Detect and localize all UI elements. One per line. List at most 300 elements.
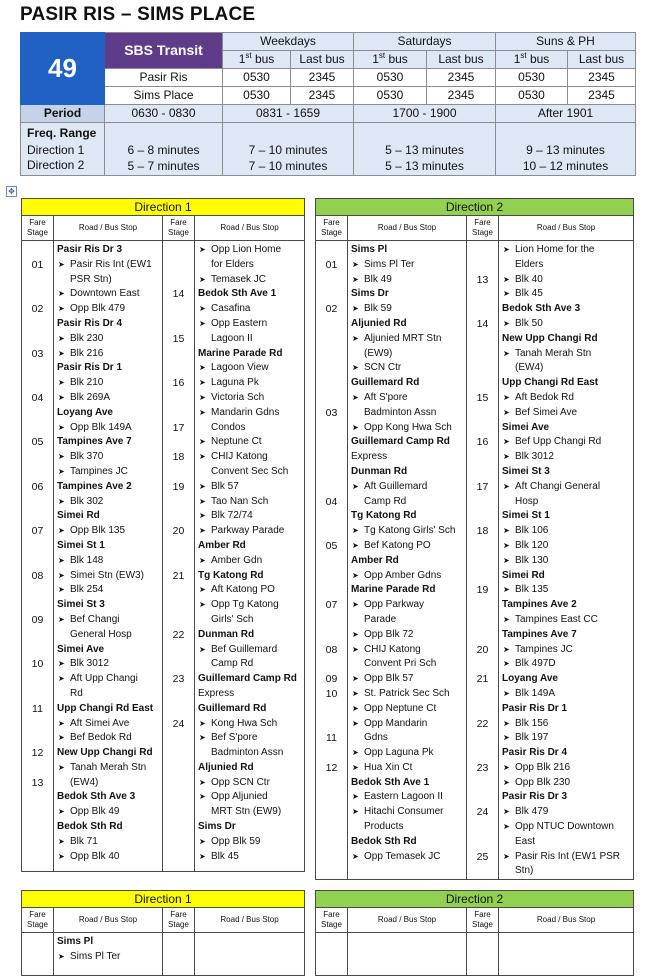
fare-stage-number xyxy=(316,657,347,672)
bus-stop-label: Hitachi Consumer xyxy=(364,806,444,818)
bus-stop xyxy=(54,524,162,539)
fare-stage-number xyxy=(316,450,347,465)
fare-stage-number xyxy=(467,657,498,672)
bus-stop-label: Aft Simei Ave xyxy=(70,717,130,729)
road-name: Simei Ave xyxy=(57,643,105,655)
period-value: 0630 - 0830 xyxy=(105,105,223,123)
bus-stop-label: Blk 230 xyxy=(70,332,104,344)
bus-stop xyxy=(499,657,633,672)
bus-stop xyxy=(195,273,304,288)
fare-stage-number xyxy=(467,243,498,258)
bus-stop xyxy=(54,465,162,480)
fare-stage-number xyxy=(163,258,194,273)
last-bus-header: Last bus xyxy=(291,51,354,69)
arrow-bullet-icon: ➤ xyxy=(58,526,65,536)
fare-stage-number: 22 xyxy=(172,628,185,641)
bus-stop xyxy=(195,731,304,746)
arrow-bullet-icon: ➤ xyxy=(199,836,206,846)
arrow-bullet-icon: ➤ xyxy=(503,407,510,417)
bus-stop-label: Blk 135 xyxy=(515,584,549,596)
arrow-bullet-icon: ➤ xyxy=(199,792,206,802)
road-name: Sims Pl xyxy=(57,936,94,947)
bus-stop-continuation: Rd xyxy=(70,687,83,699)
fare-stage-number xyxy=(467,687,498,702)
fare-stage-number xyxy=(163,657,194,672)
operator-name: SBS Transit xyxy=(105,33,223,69)
bus-stop xyxy=(499,435,633,450)
bus-stop-label: Blk 45 xyxy=(515,288,543,300)
bus-stop-label: Laguna Pk xyxy=(211,377,259,389)
fare-stage-number: 09 xyxy=(31,613,44,626)
bus-stop-continuation: Camp Rd xyxy=(364,495,407,507)
road-stop-header: Road / Bus Stop xyxy=(348,216,467,241)
direction-2-table-bottom xyxy=(315,890,634,976)
arrow-bullet-icon: ➤ xyxy=(58,674,65,684)
fare-stage-number xyxy=(467,287,498,302)
bus-stop-label: Aft Katong PO xyxy=(211,584,275,596)
bus-stop-continuation: Girls' Sch xyxy=(211,613,254,625)
bus-stop-label: Opp Blk 72 xyxy=(364,628,414,640)
fare-stage-number xyxy=(22,687,53,702)
bus-stop-label: Aljunied MRT Stn xyxy=(364,332,442,344)
bus-stop-continuation: Convent Sec Sch xyxy=(211,465,289,477)
fare-stage-number xyxy=(467,421,498,436)
bus-stop-label: Lion Home for the xyxy=(515,244,595,255)
arrow-bullet-icon: ➤ xyxy=(199,718,206,728)
bus-stop xyxy=(195,776,304,791)
fare-stage-header: Fare Stage xyxy=(163,908,195,933)
fare-stage-number xyxy=(467,820,498,835)
fare-stage-number xyxy=(22,361,53,376)
period-value: 1700 - 1900 xyxy=(354,105,496,123)
fare-stage-number: 19 xyxy=(476,584,489,597)
road-note: Express xyxy=(351,451,388,463)
bus-stop xyxy=(54,421,162,436)
bus-stop xyxy=(195,495,304,510)
arrow-bullet-icon: ➤ xyxy=(58,422,65,432)
arrow-bullet-icon: ➤ xyxy=(199,733,206,743)
bus-stop xyxy=(195,717,304,732)
fare-stage-number xyxy=(316,347,347,362)
fare-stage-number: 10 xyxy=(31,658,44,671)
bus-stop-label: St. Patrick Sec Sch xyxy=(364,687,450,699)
fare-stage-header: Fare Stage xyxy=(22,908,54,933)
bus-stop xyxy=(348,805,466,820)
bus-stop xyxy=(348,273,466,288)
road-name: Loyang Ave xyxy=(57,406,113,418)
road-stop-header: Road / Bus Stop xyxy=(348,908,467,933)
road-stop-header: Road / Bus Stop xyxy=(195,216,305,241)
direction-1-table xyxy=(21,198,305,872)
bus-stop xyxy=(348,391,466,406)
bus-stop xyxy=(195,361,304,376)
bus-stop-label: Downtown East xyxy=(70,288,140,300)
bus-stop xyxy=(348,302,466,317)
first-bus-header: 1st bus xyxy=(223,51,291,69)
table-move-handle-icon[interactable]: ✥ xyxy=(6,186,17,197)
road-name: Simei Rd xyxy=(502,569,545,581)
fare-stage-number xyxy=(467,569,498,584)
stop-column xyxy=(195,241,305,872)
fare-stage-number xyxy=(316,628,347,643)
fare-stage-number xyxy=(316,435,347,450)
arrow-bullet-icon: ➤ xyxy=(503,807,510,817)
fare-stage-number xyxy=(467,613,498,628)
road-name: Aljunied Rd xyxy=(198,761,254,773)
bus-stop-label: Aft Changi General xyxy=(515,480,601,492)
road-stop-header: Road / Bus Stop xyxy=(499,216,634,241)
road-name: Sims Dr xyxy=(351,288,389,300)
fare-stage-number xyxy=(467,702,498,717)
bus-stop xyxy=(499,717,633,732)
freq-value: 6 – 8 minutes xyxy=(127,143,200,157)
road-name: Simei Rd xyxy=(57,510,100,522)
bus-stop-continuation: Lagoon II xyxy=(211,332,253,344)
bus-stop-continuation: Hosp xyxy=(515,495,539,507)
bus-stop-label: Opp Blk 216 xyxy=(515,761,571,773)
freq-value-cell xyxy=(496,123,636,176)
bus-stop xyxy=(348,643,466,658)
fare-stage-number: 02 xyxy=(31,303,44,316)
bus-stop xyxy=(195,406,304,421)
bus-stop-label: Amber Gdn xyxy=(211,554,263,566)
fare-stage-number: 15 xyxy=(476,391,489,404)
arrow-bullet-icon: ➤ xyxy=(199,318,206,328)
bus-stop xyxy=(499,583,633,598)
bus-stop xyxy=(499,273,633,288)
bus-stop xyxy=(54,805,162,820)
road-name: Bedok Sth Rd xyxy=(57,821,123,833)
bus-stop xyxy=(54,583,162,598)
bus-stop xyxy=(54,657,162,672)
arrow-bullet-icon: ➤ xyxy=(199,363,206,373)
arrow-bullet-icon: ➤ xyxy=(503,526,510,536)
arrow-bullet-icon: ➤ xyxy=(58,733,65,743)
fare-stage-number: 16 xyxy=(476,436,489,449)
fare-stage-number xyxy=(163,361,194,376)
arrow-bullet-icon: ➤ xyxy=(199,437,206,447)
fare-stage-number xyxy=(467,835,498,850)
bus-stop-continuation: Gdns xyxy=(364,732,388,744)
first-bus-header: 1st bus xyxy=(496,51,568,69)
road-stop-header: Road / Bus Stop xyxy=(499,908,634,933)
fare-stage-number xyxy=(163,702,194,717)
bus-stop-label: Opp Kong Hwa Sch xyxy=(364,421,452,433)
bus-stop-continuation: Stn) xyxy=(515,865,534,877)
fare-stage-number xyxy=(467,628,498,643)
bus-stop-label: Eastern Lagoon II xyxy=(364,791,443,803)
bus-stop xyxy=(499,524,633,539)
fare-stage-number xyxy=(22,421,53,436)
fare-stage-number xyxy=(316,702,347,717)
fare-stage-number: 22 xyxy=(476,717,489,730)
fare-stage-number xyxy=(22,598,53,613)
bus-stop-label: Aft Guillemard xyxy=(364,480,428,492)
fare-stage-number: 12 xyxy=(31,747,44,760)
bus-stop-continuation: PSR Stn) xyxy=(70,273,112,285)
arrow-bullet-icon: ➤ xyxy=(199,585,206,595)
fare-stage-number xyxy=(22,717,53,732)
fare-stage-number xyxy=(163,406,194,421)
bus-stop-label: Blk 72/74 xyxy=(211,510,253,522)
period-value: 0831 - 1659 xyxy=(223,105,354,123)
bus-stop xyxy=(54,287,162,302)
bus-stop xyxy=(499,761,633,776)
fare-stage-number xyxy=(467,302,498,317)
freq-direction-label: Direction 2 xyxy=(27,158,85,172)
fare-stage-number xyxy=(22,495,53,510)
bus-stop-label: Blk 149A xyxy=(515,687,556,699)
fare-stage-number xyxy=(163,554,194,569)
arrow-bullet-icon: ➤ xyxy=(352,526,359,536)
bus-stop-label: CHIJ Katong xyxy=(364,643,421,655)
fare-stage-number xyxy=(163,465,194,480)
bus-stop xyxy=(54,761,162,776)
fare-stage-number: 01 xyxy=(31,258,44,271)
arrow-bullet-icon: ➤ xyxy=(352,718,359,728)
fare-stage-number: 17 xyxy=(172,421,185,434)
period-value: After 1901 xyxy=(496,105,636,123)
fare-column xyxy=(163,241,195,872)
bus-stop-label: Bef Upp Changi Rd xyxy=(515,436,602,448)
bus-stop-label: Blk 197 xyxy=(515,732,549,744)
fare-stage-number: 15 xyxy=(172,332,185,345)
arrow-bullet-icon: ➤ xyxy=(352,629,359,639)
bus-stop xyxy=(54,835,162,850)
arrow-bullet-icon: ➤ xyxy=(503,540,510,550)
fare-stage-number xyxy=(22,465,53,480)
road-name: Bedok Sth Ave 3 xyxy=(57,791,136,803)
fare-column xyxy=(22,241,54,872)
arrow-bullet-icon: ➤ xyxy=(503,555,510,565)
bus-stop xyxy=(195,835,304,850)
fare-stage-number xyxy=(467,790,498,805)
bus-stop-label: Blk 269A xyxy=(70,391,111,403)
road-stop-header: Road / Bus Stop xyxy=(195,908,305,933)
arrow-bullet-icon: ➤ xyxy=(58,259,65,269)
fare-stage-number: 05 xyxy=(31,436,44,449)
stop-column xyxy=(499,241,634,880)
fare-stage-number: 14 xyxy=(172,288,185,301)
road-name: Bedok Sth Ave 1 xyxy=(351,776,430,788)
road-name: Guillemard Rd xyxy=(198,702,267,714)
fare-column xyxy=(316,241,348,880)
bus-stop xyxy=(195,243,304,258)
road-name: Tampines Ave 2 xyxy=(57,480,132,492)
road-name: Upp Changi Rd East xyxy=(57,702,154,714)
fare-stage-number: 08 xyxy=(31,569,44,582)
bus-time: 0530 xyxy=(354,69,427,87)
fare-stage-number: 07 xyxy=(325,599,338,612)
bus-stop xyxy=(499,613,633,628)
fare-stage-header: Fare Stage xyxy=(467,908,499,933)
arrow-bullet-icon: ➤ xyxy=(199,452,206,462)
arrow-bullet-icon: ➤ xyxy=(58,851,65,861)
road-name: New Upp Changi Rd xyxy=(502,332,598,344)
fare-stage-number xyxy=(316,421,347,436)
road-name: Tg Katong Rd xyxy=(351,510,417,522)
arrow-bullet-icon: ➤ xyxy=(199,481,206,491)
bus-stop-label: Aft S'pore xyxy=(364,391,408,403)
fare-stage-number xyxy=(467,406,498,421)
bus-stop-label: Blk 3012 xyxy=(515,451,554,463)
arrow-bullet-icon: ➤ xyxy=(58,718,65,728)
fare-stage-number xyxy=(22,406,53,421)
bus-stop xyxy=(348,717,466,732)
arrow-bullet-icon: ➤ xyxy=(352,304,359,314)
bus-stop xyxy=(54,258,162,273)
arrow-bullet-icon: ➤ xyxy=(352,688,359,698)
bus-stop-label: Aft Upp Changi xyxy=(70,673,138,685)
bus-stop-continuation: Badminton Assn xyxy=(364,406,437,418)
bus-stop-label: Blk 59 xyxy=(364,303,392,315)
arrow-bullet-icon: ➤ xyxy=(503,289,510,299)
bus-stop xyxy=(195,583,304,598)
fare-column xyxy=(22,933,54,976)
bus-stop xyxy=(54,950,162,965)
freq-value-cell xyxy=(354,123,496,176)
bus-stop-label: Casafina xyxy=(211,303,251,315)
fare-stage-number xyxy=(163,598,194,613)
fare-stage-header: Fare Stage xyxy=(316,908,348,933)
fare-stage-number: 24 xyxy=(476,806,489,819)
fare-stage-number xyxy=(316,509,347,524)
fare-stage-number xyxy=(22,273,53,288)
freq-value: 9 – 13 minutes xyxy=(526,143,605,157)
road-name: Guillemard Camp Rd xyxy=(351,436,450,448)
bus-stop-label: Opp Blk 230 xyxy=(515,776,571,788)
bus-stop xyxy=(499,805,633,820)
bus-stop xyxy=(195,450,304,465)
fare-stage-number: 09 xyxy=(325,673,338,686)
fare-stage-number xyxy=(22,317,53,332)
bus-stop xyxy=(54,391,162,406)
frequency-row xyxy=(21,123,636,176)
bus-stop-label: Bef Katong PO xyxy=(364,539,431,551)
fare-stage-number xyxy=(467,554,498,569)
bus-stop xyxy=(195,554,304,569)
bus-stop-label: Victoria Sch xyxy=(211,391,265,403)
arrow-bullet-icon: ➤ xyxy=(503,274,510,284)
fare-stage-number: 06 xyxy=(31,480,44,493)
fare-stage-number: 04 xyxy=(31,391,44,404)
bus-time: 0530 xyxy=(223,87,291,105)
bus-stop xyxy=(499,820,633,835)
bus-stop xyxy=(348,628,466,643)
fare-stage-header: Fare Stage xyxy=(467,216,499,241)
road-name: Tg Katong Rd xyxy=(198,569,264,581)
arrow-bullet-icon: ➤ xyxy=(58,807,65,817)
bus-stop xyxy=(348,598,466,613)
bus-stop-continuation: Camp Rd xyxy=(211,658,254,670)
bus-stop-continuation: (EW9) xyxy=(364,347,393,359)
terminal-name: Pasir Ris xyxy=(105,69,223,87)
fare-stage-number: 18 xyxy=(476,525,489,538)
stop-column xyxy=(195,933,305,976)
bus-stop-label: Blk 148 xyxy=(70,554,104,566)
arrow-bullet-icon: ➤ xyxy=(199,644,206,654)
bus-stop xyxy=(348,790,466,805)
fare-stage-number xyxy=(316,613,347,628)
bus-stop-label: Simei Stn (EW3) xyxy=(70,569,144,581)
bus-stop xyxy=(54,332,162,347)
bus-stop xyxy=(54,731,162,746)
fare-stage-number xyxy=(22,539,53,554)
bus-stop-continuation: Elders xyxy=(515,258,544,270)
bus-stop xyxy=(348,421,466,436)
fare-stage-number xyxy=(163,435,194,450)
fare-stage-number: 01 xyxy=(325,258,338,271)
fare-stage-number xyxy=(316,554,347,569)
bus-stop-label: Blk 370 xyxy=(70,451,104,463)
fare-stage-number xyxy=(163,317,194,332)
terminal-name: Sims Place xyxy=(105,87,223,105)
arrow-bullet-icon: ➤ xyxy=(503,348,510,358)
fare-stage-number xyxy=(163,243,194,258)
bus-time: 2345 xyxy=(291,69,354,87)
bus-stop-label: Temasek JC xyxy=(211,273,267,285)
last-bus-header: Last bus xyxy=(427,51,496,69)
arrow-bullet-icon: ➤ xyxy=(503,659,510,669)
bus-stop xyxy=(195,643,304,658)
arrow-bullet-icon: ➤ xyxy=(352,392,359,402)
bus-stop xyxy=(195,850,304,865)
bus-stop xyxy=(54,850,162,865)
fare-stage-number: 04 xyxy=(325,495,338,508)
bus-stop-label: Opp NTUC Downtown xyxy=(515,821,614,833)
arrow-bullet-icon: ➤ xyxy=(352,422,359,432)
freq-range-label: Freq. Range xyxy=(27,126,97,140)
bus-stop-label: Opp Tg Katong xyxy=(211,599,279,611)
bus-stop-label: SCN Ctr xyxy=(364,362,402,374)
arrow-bullet-icon: ➤ xyxy=(199,851,206,861)
stop-column xyxy=(348,241,467,880)
arrow-bullet-icon: ➤ xyxy=(199,304,206,314)
bus-stop-label: Pasir Ris Int (EW1 xyxy=(70,258,152,270)
bus-stop-label: Bef S'pore xyxy=(211,732,258,744)
bus-stop xyxy=(499,287,633,302)
stop-column xyxy=(348,933,467,976)
fare-stage-number xyxy=(163,509,194,524)
arrow-bullet-icon: ➤ xyxy=(58,570,65,580)
bus-stop-label: Blk 479 xyxy=(515,806,549,818)
period-row xyxy=(21,105,636,123)
bus-stop-continuation: MRT Stn (EW9) xyxy=(211,806,282,818)
arrow-bullet-icon: ➤ xyxy=(352,762,359,772)
fare-stage-number xyxy=(22,509,53,524)
stop-column xyxy=(54,933,163,976)
bus-stop xyxy=(54,672,162,687)
road-name: Upp Changi Rd East xyxy=(502,377,599,389)
bus-stop xyxy=(195,480,304,495)
arrow-bullet-icon: ➤ xyxy=(352,792,359,802)
arrow-bullet-icon: ➤ xyxy=(352,333,359,343)
bus-stop-label: Opp Neptune Ct xyxy=(364,702,437,714)
fare-stage-number xyxy=(22,243,53,258)
arrow-bullet-icon: ➤ xyxy=(503,644,510,654)
road-name: Pasir Ris Dr 1 xyxy=(502,702,568,714)
day-type-weekdays: Weekdays xyxy=(223,33,354,51)
road-name: Pasir Ris Dr 3 xyxy=(502,791,568,803)
bus-stop-label: Blk 497D xyxy=(515,658,556,670)
fare-stage-number xyxy=(467,347,498,362)
arrow-bullet-icon: ➤ xyxy=(58,496,65,506)
fare-stage-number xyxy=(163,643,194,658)
bus-stop-label: Blk 49 xyxy=(364,273,392,285)
direction-2-table xyxy=(315,198,634,880)
bus-stop-label: CHIJ Katong xyxy=(211,451,268,463)
fare-stage-number xyxy=(22,287,53,302)
